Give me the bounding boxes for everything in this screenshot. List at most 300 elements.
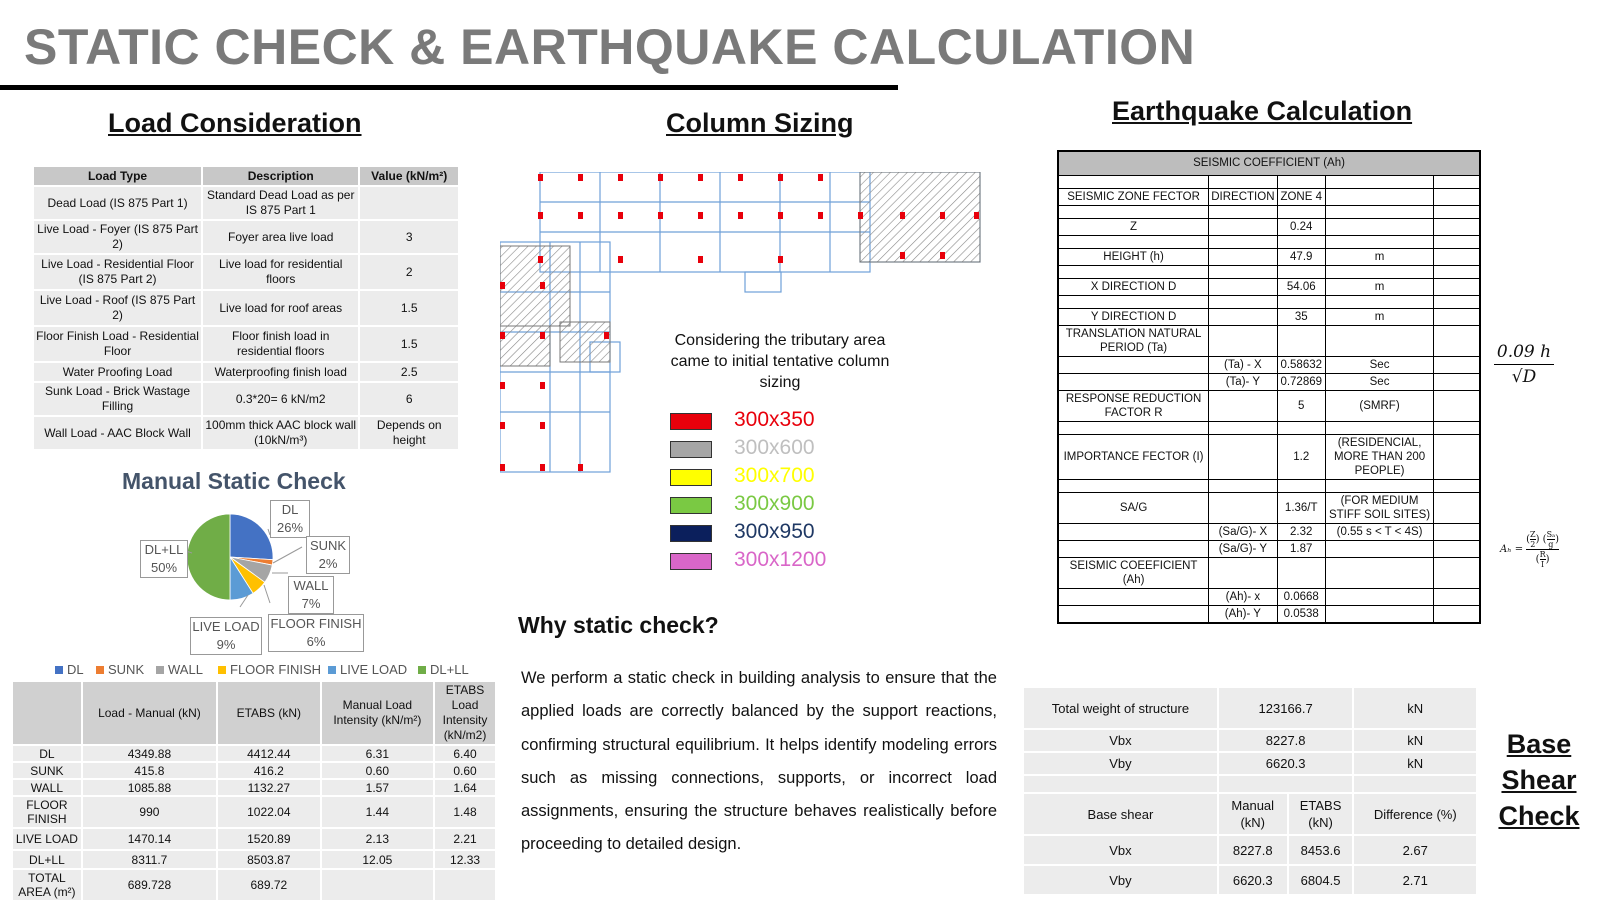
table-header: ETABS (kN) xyxy=(217,681,321,745)
table-cell xyxy=(1058,175,1209,188)
table-row xyxy=(1023,775,1477,793)
table-cell xyxy=(1058,373,1209,390)
table-cell xyxy=(1209,248,1278,265)
table-row xyxy=(12,828,496,850)
table-row xyxy=(1058,295,1480,308)
table-cell: (Ta)- Y xyxy=(1209,373,1278,390)
table-header: ETABS Load Intensity (kN/m2) xyxy=(434,681,496,745)
table-cell: (FOR MEDIUM STIFF SOIL SITES) xyxy=(1325,492,1433,523)
table-cell xyxy=(1209,479,1278,492)
table-cell xyxy=(434,869,496,900)
legend-swatch xyxy=(670,441,712,458)
legend-swatch xyxy=(418,666,426,674)
table-row xyxy=(33,186,459,220)
table-cell: 2.21 xyxy=(434,828,496,850)
table-cell: 0.60 xyxy=(321,762,434,779)
table-cell xyxy=(1434,588,1480,605)
table-cell: 1.36/T xyxy=(1277,492,1325,523)
table-row xyxy=(1058,605,1480,623)
table-cell xyxy=(1434,492,1480,523)
table-cell: 6804.5 xyxy=(1288,865,1354,895)
table-cell: Live load for roof areas xyxy=(202,290,359,326)
table-cell: 416.2 xyxy=(217,762,321,779)
table-cell: Depends on height xyxy=(359,416,459,450)
table-cell: 100mm thick AAC block wall (10kN/m³) xyxy=(202,416,359,450)
table-cell xyxy=(1058,295,1209,308)
seismic-coefficient-table xyxy=(1057,150,1481,624)
table-cell xyxy=(1277,265,1325,278)
table-row xyxy=(1058,308,1480,325)
table-cell: 2.32 xyxy=(1277,523,1325,540)
table-header xyxy=(12,681,82,745)
table-cell: Z xyxy=(1058,218,1209,235)
legend-item-dl xyxy=(55,662,84,677)
table-cell xyxy=(1325,325,1433,356)
table-cell: 3 xyxy=(359,220,459,254)
table-cell xyxy=(1277,295,1325,308)
table-cell xyxy=(1325,421,1433,434)
legend-item-sunk xyxy=(96,662,144,677)
formula-r: R xyxy=(1539,550,1546,559)
table-cell: 0.58632 xyxy=(1277,356,1325,373)
table-header: Load - Manual (kN) xyxy=(82,681,217,745)
table-row xyxy=(1058,188,1480,205)
table-cell: DL xyxy=(12,745,82,762)
legend-label: FLOOR FINISH xyxy=(230,662,322,677)
table-cell: Waterproofing finish load xyxy=(202,362,359,382)
table-cell: Wall Load - AAC Block Wall xyxy=(33,416,202,450)
table-cell: 4349.88 xyxy=(82,745,217,762)
pie-label-wall xyxy=(288,576,334,614)
pie-label-value: 9% xyxy=(216,637,236,652)
table-cell xyxy=(1277,205,1325,218)
table-cell: SEISMIC ZONE FECTOR xyxy=(1058,188,1209,205)
pie-label-name: FLOOR FINISH xyxy=(270,616,362,631)
table-cell xyxy=(1325,605,1433,623)
table-cell: 2.13 xyxy=(321,828,434,850)
table-cell: 6 xyxy=(359,382,459,416)
table-cell xyxy=(1434,235,1480,248)
formula-i: I xyxy=(1540,560,1545,569)
pie-label-name: LIVE LOAD xyxy=(192,619,260,634)
table-cell: m xyxy=(1325,248,1433,265)
legend-item-dl-ll xyxy=(418,662,469,677)
load-consideration-heading: Load Consideration xyxy=(108,108,362,138)
leader-line xyxy=(273,547,302,563)
table-cell: 1.44 xyxy=(321,796,434,828)
table-cell: 1.2 xyxy=(1277,434,1325,479)
legend-label: WALL xyxy=(168,662,203,677)
table-cell xyxy=(1325,218,1433,235)
legend-swatch xyxy=(670,497,712,514)
legend-label: LIVE LOAD xyxy=(340,662,408,677)
pie-label-value: 7% xyxy=(301,596,321,611)
legend-label: 300x600 xyxy=(734,436,815,459)
table-cell: 415.8 xyxy=(82,762,217,779)
weight-label: Total weight of structure xyxy=(1023,687,1218,729)
table-cell xyxy=(1434,308,1480,325)
table-header: Manual Load Intensity (kN/m²) xyxy=(321,681,434,745)
table-title: SEISMIC COEFFICIENT (Ah) xyxy=(1058,151,1480,175)
table-row xyxy=(1058,325,1480,356)
vbx-value: 8227.8 xyxy=(1218,729,1354,752)
legend-swatch xyxy=(156,666,164,674)
table-cell: 47.9 xyxy=(1277,248,1325,265)
table-cell: 1470.14 xyxy=(82,828,217,850)
table-row xyxy=(33,326,459,362)
table-cell xyxy=(1434,248,1480,265)
table-row xyxy=(1058,205,1480,218)
table-cell: (SMRF) xyxy=(1325,390,1433,421)
table-cell: 0.0538 xyxy=(1277,605,1325,623)
table-cell: Floor Finish Load - Residential Floor xyxy=(33,326,202,362)
table-cell xyxy=(1209,325,1278,356)
table-row xyxy=(1023,687,1477,729)
table-cell xyxy=(359,186,459,220)
table-cell: Water Proofing Load xyxy=(33,362,202,382)
legend-label: DL xyxy=(67,662,84,677)
table-row xyxy=(1023,865,1477,895)
table-cell: 689.728 xyxy=(82,869,217,900)
table-cell xyxy=(1209,175,1278,188)
formula-z: Z xyxy=(1530,530,1536,539)
legend-label: 300x700 xyxy=(734,464,815,487)
column-sizing-heading: Column Sizing xyxy=(666,108,854,138)
table-cell xyxy=(1058,205,1209,218)
page-title: STATIC CHECK & EARTHQUAKE CALCULATION xyxy=(24,19,1196,75)
table-cell xyxy=(1058,356,1209,373)
table-cell xyxy=(1325,188,1433,205)
table-cell xyxy=(1058,540,1209,557)
legend-swatch xyxy=(670,469,712,486)
table-cell: Standard Dead Load as per IS 875 Part 1 xyxy=(202,186,359,220)
table-cell xyxy=(1058,235,1209,248)
table-cell: RESPONSE REDUCTION FACTOR R xyxy=(1058,390,1209,421)
table-cell xyxy=(1434,188,1480,205)
vby-label: Vby xyxy=(1023,752,1218,775)
table-cell: (RESIDENCIAL, MORE THAN 200 PEOPLE) xyxy=(1325,434,1433,479)
why-static-heading: Why static check? xyxy=(518,612,719,638)
pie-label-value: 50% xyxy=(150,560,178,575)
table-cell: 1.64 xyxy=(434,779,496,796)
table-cell xyxy=(1434,265,1480,278)
formula-two: 2 xyxy=(1530,540,1536,549)
vbx-label: Vbx xyxy=(1023,729,1218,752)
table-cell xyxy=(1434,295,1480,308)
vbx-unit: kN xyxy=(1353,729,1477,752)
table-cell xyxy=(1434,421,1480,434)
table-cell: 1.48 xyxy=(434,796,496,828)
table-cell: 1132.27 xyxy=(217,779,321,796)
table-cell xyxy=(1277,175,1325,188)
table-cell: (Ah)- x xyxy=(1209,588,1278,605)
formula-g: g xyxy=(1548,540,1554,549)
table-cell: (Ah)- Y xyxy=(1209,605,1278,623)
vby-unit: kN xyxy=(1353,752,1477,775)
table-cell xyxy=(1325,235,1433,248)
table-cell: SUNK xyxy=(12,762,82,779)
table-cell: 0.72869 xyxy=(1277,373,1325,390)
table-cell: (Ta) - X xyxy=(1209,356,1278,373)
table-cell: 8227.8 xyxy=(1218,835,1288,865)
table-row xyxy=(1058,278,1480,295)
why-static-paragraph: We perform a static check in building analysis to ensure that the applied loads are correctly balanced by the support reactions, confirming structural equilibrium. It helps identify modeling errors such as missing connections, supports, or incorrect load assignments, ensuring the structure behaves realistically before proceeding to detailed design. xyxy=(521,669,997,854)
table-cell xyxy=(1325,295,1433,308)
table-cell: m xyxy=(1325,308,1433,325)
legend-swatch xyxy=(328,666,336,674)
table-cell xyxy=(1434,390,1480,421)
table-cell xyxy=(1058,265,1209,278)
pie-label-value: 6% xyxy=(306,634,326,649)
table-row xyxy=(33,382,459,416)
table-cell xyxy=(1434,278,1480,295)
table-row xyxy=(1058,421,1480,434)
pie-label-name: DL+LL xyxy=(144,542,184,557)
table-cell: DIRECTION xyxy=(1209,188,1278,205)
table-cell xyxy=(1277,325,1325,356)
table-cell xyxy=(1325,175,1433,188)
table-cell: 4412.44 xyxy=(217,745,321,762)
legend-label: 300x950 xyxy=(734,520,815,543)
table-cell xyxy=(1209,421,1278,434)
table-cell: Vbx xyxy=(1023,835,1218,865)
table-cell xyxy=(1434,218,1480,235)
legend-swatch xyxy=(670,413,712,430)
table-row xyxy=(1058,151,1480,175)
vby-value: 6620.3 xyxy=(1218,752,1354,775)
table-row xyxy=(1058,557,1480,588)
table-row xyxy=(12,796,496,828)
pie-slice-dl-ll xyxy=(187,514,230,600)
table-cell xyxy=(1434,605,1480,623)
table-cell xyxy=(1209,278,1278,295)
table-cell xyxy=(1434,523,1480,540)
table-cell: (0.55 s < T < 4S) xyxy=(1325,523,1433,540)
table-row xyxy=(1058,373,1480,390)
pie-label-name: DL xyxy=(281,502,299,517)
table-row xyxy=(1058,540,1480,557)
table-row xyxy=(12,869,496,900)
base-shear-table xyxy=(1022,686,1478,896)
table-cell: 689.72 xyxy=(217,869,321,900)
table-cell: 2 xyxy=(359,254,459,290)
table-header: Manual (kN) xyxy=(1218,793,1288,835)
table-cell: TOTAL AREA (m²) xyxy=(12,869,82,900)
table-row xyxy=(1058,434,1480,479)
table-cell xyxy=(1434,557,1480,588)
table-cell: (Sa/G)- Y xyxy=(1209,540,1278,557)
table-header: Difference (%) xyxy=(1353,793,1477,835)
legend-swatch xyxy=(96,666,104,674)
manual-static-table xyxy=(11,680,497,900)
legend-label: 300x350 xyxy=(734,408,815,431)
pie-label-name: SUNK xyxy=(309,538,347,553)
table-cell: 12.05 xyxy=(321,850,434,869)
table-cell xyxy=(1325,540,1433,557)
table-cell: Live Load - Roof (IS 875 Part 2) xyxy=(33,290,202,326)
table-row xyxy=(1058,479,1480,492)
table-cell xyxy=(1277,479,1325,492)
heading-line: Base xyxy=(1506,729,1572,759)
table-cell: 5 xyxy=(1277,390,1325,421)
table-cell xyxy=(1434,373,1480,390)
base-shear-heading xyxy=(1484,726,1594,834)
table-cell xyxy=(1209,235,1278,248)
legend-swatch xyxy=(55,666,63,674)
table-cell: m xyxy=(1325,278,1433,295)
table-header: Description xyxy=(202,166,359,186)
table-cell: Live load for residential floors xyxy=(202,254,359,290)
load-consideration-table xyxy=(32,165,460,451)
table-cell: Live Load - Foyer (IS 875 Part 2) xyxy=(33,220,202,254)
table-cell: Sunk Load - Brick Wastage Filling xyxy=(33,382,202,416)
leader-line xyxy=(264,585,270,603)
formula-numerator: 0.09 h xyxy=(1494,342,1554,365)
table-header: ETABS (kN) xyxy=(1288,793,1354,835)
pie-slice-dl xyxy=(230,514,273,560)
table-cell: 1.57 xyxy=(321,779,434,796)
formula-denominator: ( R I ) xyxy=(1535,550,1550,569)
table-row xyxy=(1058,523,1480,540)
table-cell: WALL xyxy=(12,779,82,796)
table-cell: 990 xyxy=(82,796,217,828)
table-cell xyxy=(1209,390,1278,421)
legend-swatch xyxy=(670,525,712,542)
table-cell: Live Load - Residential Floor (IS 875 Part 2) xyxy=(33,254,202,290)
table-cell: 12.33 xyxy=(434,850,496,869)
table-cell xyxy=(1058,421,1209,434)
table-cell xyxy=(1277,235,1325,248)
table-header: Load Type xyxy=(33,166,202,186)
table-cell xyxy=(1209,218,1278,235)
column-sizing-note: Considering the tributary area came to initial tentative column sizing xyxy=(670,332,890,391)
table-row xyxy=(1058,492,1480,523)
table-cell xyxy=(1434,540,1480,557)
table-cell xyxy=(1277,421,1325,434)
table-row xyxy=(12,779,496,796)
table-cell xyxy=(1277,557,1325,588)
table-cell: 0.24 xyxy=(1277,218,1325,235)
pie-label-name: WALL xyxy=(293,578,329,593)
table-cell: HEIGHT (h) xyxy=(1058,248,1209,265)
table-row xyxy=(1023,835,1477,865)
ah-formula xyxy=(1500,530,1559,569)
table-cell xyxy=(1325,557,1433,588)
heading-line: Check xyxy=(1498,801,1580,831)
table-cell: 54.06 xyxy=(1277,278,1325,295)
chart-title: Manual Static Check xyxy=(122,468,346,494)
legend-label: 300x1200 xyxy=(734,548,827,571)
formula-denominator: √D xyxy=(1511,367,1537,387)
table-row xyxy=(1058,235,1480,248)
table-cell xyxy=(1434,356,1480,373)
table-row xyxy=(1058,390,1480,421)
table-row xyxy=(1023,752,1477,775)
legend-label: 300x900 xyxy=(734,492,815,515)
table-cell xyxy=(1058,605,1209,623)
table-cell: 8453.6 xyxy=(1288,835,1354,865)
table-cell xyxy=(1209,557,1278,588)
table-cell: 35 xyxy=(1277,308,1325,325)
table-cell: Dead Load (IS 875 Part 1) xyxy=(33,186,202,220)
table-header: Base shear xyxy=(1023,793,1218,835)
table-cell xyxy=(1058,588,1209,605)
title-underline xyxy=(0,85,898,90)
table-cell: TRANSLATION NATURAL PERIOD (Ta) xyxy=(1058,325,1209,356)
table-cell: Y DIRECTION D xyxy=(1058,308,1209,325)
table-cell: Floor finish load in residential floors xyxy=(202,326,359,362)
table-cell xyxy=(1209,434,1278,479)
earthquake-heading: Earthquake Calculation xyxy=(1112,96,1413,126)
legend-item-live-load xyxy=(328,662,407,677)
table-row xyxy=(1023,729,1477,752)
table-cell: 2.67 xyxy=(1353,835,1477,865)
table-row xyxy=(1058,218,1480,235)
table-cell: 8503.87 xyxy=(217,850,321,869)
table-cell: 8311.7 xyxy=(82,850,217,869)
table-cell xyxy=(1325,588,1433,605)
table-cell: 2.5 xyxy=(359,362,459,382)
table-cell: Sec xyxy=(1325,356,1433,373)
table-cell: ZONE 4 xyxy=(1277,188,1325,205)
pie-label-dl-ll xyxy=(140,540,188,578)
table-cell: SEISMIC COEEFICIENT (Ah) xyxy=(1058,557,1209,588)
formula-lhs: Aₕ = xyxy=(1500,544,1524,555)
table-cell xyxy=(1209,492,1278,523)
period-formula xyxy=(1494,342,1554,387)
table-cell xyxy=(1209,265,1278,278)
table-cell: 6.40 xyxy=(434,745,496,762)
formula-numerator: ( Z 2 ) ( Sₐ g ) xyxy=(1526,530,1560,549)
table-cell xyxy=(1325,205,1433,218)
table-cell: FLOOR FINISH xyxy=(12,796,82,828)
table-cell xyxy=(1434,479,1480,492)
table-cell xyxy=(1058,523,1209,540)
pie-label-floor-finish xyxy=(268,614,364,652)
table-row xyxy=(33,290,459,326)
table-cell: SA/G xyxy=(1058,492,1209,523)
table-cell xyxy=(1434,205,1480,218)
legend-swatch xyxy=(218,666,226,674)
table-row xyxy=(12,745,496,762)
pie-label-value: 26% xyxy=(276,520,304,535)
table-cell: DL+LL xyxy=(12,850,82,869)
table-cell: 6.31 xyxy=(321,745,434,762)
table-cell xyxy=(1209,308,1278,325)
table-cell: X DIRECTION D xyxy=(1058,278,1209,295)
table-row xyxy=(1058,248,1480,265)
table-row xyxy=(1058,175,1480,188)
table-cell xyxy=(1218,775,1354,793)
table-row xyxy=(33,416,459,450)
table-row xyxy=(33,220,459,254)
table-cell: LIVE LOAD xyxy=(12,828,82,850)
table-cell xyxy=(1209,205,1278,218)
legend-item-floor-finish xyxy=(218,662,321,677)
table-cell: 0.3*20= 6 kN/m2 xyxy=(202,382,359,416)
pie-label-value: 2% xyxy=(318,556,338,571)
table-row xyxy=(12,762,496,779)
weight-value: 123166.7 xyxy=(1218,687,1354,729)
table-row xyxy=(1058,588,1480,605)
pie-label-live-load xyxy=(190,617,262,655)
table-cell: 6620.3 xyxy=(1218,865,1288,895)
weight-unit: kN xyxy=(1353,687,1477,729)
legend-label: SUNK xyxy=(108,662,145,677)
table-cell: 1085.88 xyxy=(82,779,217,796)
table-cell xyxy=(1325,265,1433,278)
table-cell: 1022.04 xyxy=(217,796,321,828)
